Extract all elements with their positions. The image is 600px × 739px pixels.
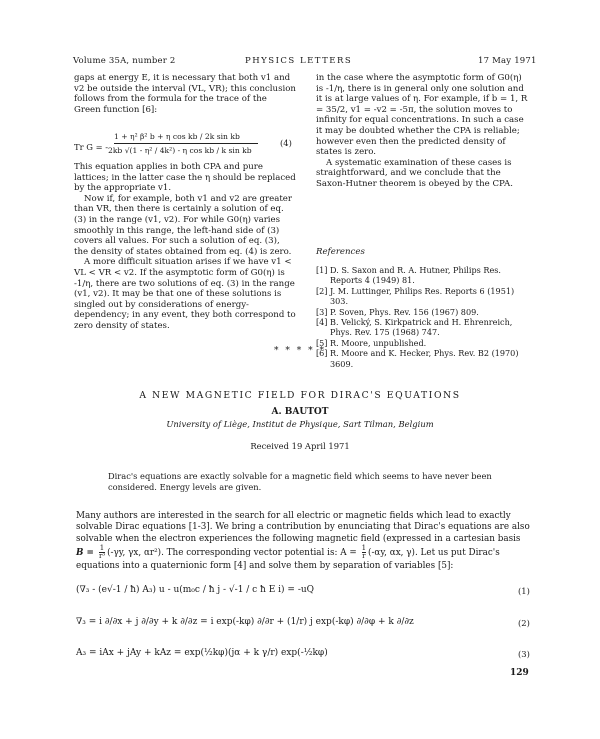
reference-item: [1] D. S. Saxon and R. A. Hutner, Philips Res. Reports 4 (1949) 81. bbox=[316, 265, 501, 286]
reference-item: [3] P. Soven, Phys. Rev. 156 (1967) 809. bbox=[316, 306, 479, 317]
page-number: 129 bbox=[510, 668, 529, 678]
reference-item: [2] J. M. Luttinger, Philips Res. Reports 6 (1951) 303. bbox=[316, 285, 515, 307]
equation-1: (∇₃ - (e√-1 / ħ) A₃) u - u(m₀c / ħ j - √-1 / c ħ E i) = -uQ bbox=[76, 585, 315, 595]
body-line-with-fractions bbox=[76, 545, 536, 561]
equation-4-lhs: Tr G = - bbox=[74, 142, 109, 152]
reference-item: [5] R. Moore, unpublished. bbox=[316, 337, 427, 348]
article-title: A NEW MAGNETIC FIELD FOR DIRAC'S EQUATIONS bbox=[139, 390, 461, 401]
body-line: equations into a quaternionic form [4] and solve them by separation of variables [5]: bbox=[76, 561, 454, 572]
equation-4-number: (4) bbox=[280, 138, 292, 148]
equation-1-number: (1) bbox=[518, 586, 530, 596]
field-symbol: B = bbox=[76, 548, 97, 559]
left-paragraph-3: Now if, for example, both v1 and v2 are greater than VR, then there is certainly a solution of eq. (3) in the range (v1, v2). For while G0(η) varies smoothly in this range, the left-hand side of (3) covers all values. For such a solution of eq. (3), the density of states obtained from eq. (4) is zero. bbox=[74, 193, 292, 257]
potential-expression: (-αy, αx, γ). Let us put Dirac's bbox=[368, 548, 500, 559]
left-paragraph-2: This equation applies in both CPA and pure lattices; in the latter case the η should be replaced by the appropriate v1. bbox=[74, 162, 296, 194]
journal-name: PHYSICS LETTERS bbox=[245, 56, 353, 66]
reference-item: [6] R. Moore and K. Hecker, Phys. Rev. B2 (1970) 3609. bbox=[316, 348, 519, 369]
body-line: solvable Dirac equations [1-3]. We bring a contribution by enunciating that Dirac's equations are also bbox=[76, 522, 530, 533]
equation-4-denominator: 2kb √(1 - η² / 4k²) - η cos kb / k sin kb bbox=[108, 146, 252, 155]
body-line: Many authors are interested in the search for all electric or magnetic fields which lead to exactly bbox=[76, 511, 511, 521]
equation-2: ∇₃ = i ∂/∂x + j ∂/∂y + k ∂/∂z = i exp(-kφ) ∂/∂r + (1/r) j exp(-kφ) ∂/∂φ + k ∂/∂z bbox=[76, 617, 414, 627]
references-heading: References bbox=[316, 247, 365, 257]
article-author: A. BAUTOT bbox=[271, 407, 329, 417]
fraction-1 bbox=[99, 545, 105, 560]
equation-4-numerator: 1 + η² β² b + η cos kb / 2k sin kb bbox=[114, 132, 240, 141]
right-paragraph-2: A systematic examination of these cases is straightforward, and we conclude that the Saxon-Hutner theorem is obeyed by the CPA. bbox=[316, 157, 513, 189]
fraction-1-top: 1 bbox=[99, 544, 105, 553]
equation-4 bbox=[74, 134, 299, 164]
journal-volume: Volume 35A, number 2 bbox=[73, 56, 176, 66]
article-affiliation: University of Liège, Institut de Physique, Sart Tilman, Belgium bbox=[166, 419, 434, 429]
fraction-2-bottom: r bbox=[362, 552, 366, 561]
left-column bbox=[74, 73, 296, 115]
journal-date: 17 May 1971 bbox=[478, 56, 537, 66]
fraction-1-bottom: r³ bbox=[98, 552, 106, 561]
left-paragraph-4: A more difficult situation arises if we have v1 < VL < VR < v2. If the asymptotic form of G0(η) is -1/η, there are two solutions of eq. (3) in the range (v1, v2). It may be that one of these solutions is singled out by considerations of energy-dependency; in any event, they both correspond to zero density of states. bbox=[74, 257, 296, 331]
body-line: solvable when the electron experiences the following magnetic field (expressed in a cartesian basis bbox=[76, 533, 521, 544]
abstract: Dirac's equations are exactly solvable for a magnetic field which seems to have never been considered. Energy levels are given. bbox=[108, 471, 492, 492]
equation-4-fraction-bar bbox=[114, 143, 258, 144]
article-divider: * * * * * bbox=[274, 346, 326, 356]
article-body bbox=[76, 511, 536, 573]
left-paragraph-1: gaps at energy E, it is necessary that both v1 and v2 be outside the interval (VL, VR); this conclusion follows from the formula for the trace of the Green function [6]: bbox=[74, 73, 296, 115]
right-column bbox=[316, 73, 528, 190]
field-expression: (-γy, γx, αr²). The corresponding vector potential is: A = bbox=[107, 548, 360, 559]
right-paragraph-1: in the case where the asymptotic form of G0(η) is -1/η, there is in general only one solution and it is at large values of η. For example, if b = 1, R = 35/2, v1 = -v2 = -5π, the solution moves to infinity for equal concentrations. In such a case it may be doubted whether the CPA is reliable; however even then the predicted density of states is zero. bbox=[316, 73, 528, 158]
fraction-2-top: 1 bbox=[361, 544, 367, 553]
received-date: Received 19 April 1971 bbox=[250, 441, 350, 451]
equation-3: A₃ = iAx + jAy + kAz = exp(½kφ)(jα + k γ/r) exp(-½kφ) bbox=[76, 648, 328, 658]
reference-item: [4] B. Velický, S. Kirkpatrick and H. Ehrenreich, Phys. Rev. 175 (1968) 747. bbox=[316, 317, 513, 338]
left-column-lower bbox=[74, 162, 296, 332]
equation-2-number: (2) bbox=[518, 618, 530, 628]
fraction-2 bbox=[362, 545, 366, 560]
equation-3-number: (3) bbox=[518, 649, 530, 659]
